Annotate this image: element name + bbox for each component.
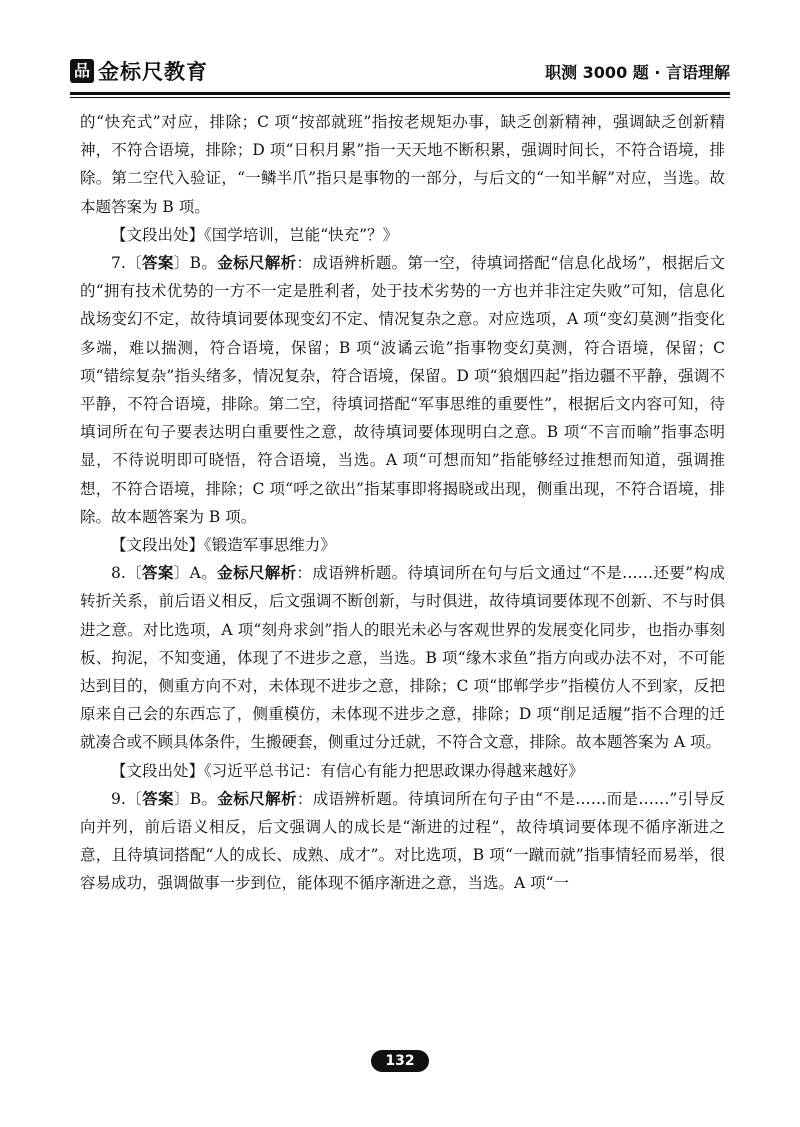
q8-number: 8.〔 <box>111 564 143 583</box>
source-q8: 【文段出处】《习近平总书记：有信心有能力把思政课办得越来越好》 <box>111 761 584 780</box>
logo-icon: 品 <box>70 59 94 83</box>
question-8 <box>80 559 725 756</box>
q9-analysis-label: 金标尺解析 <box>217 789 297 808</box>
book-title: 职测 3000 题 · 言语理解 <box>545 63 730 82</box>
brand-logo <box>70 56 208 86</box>
q9-answer: 〕B。 <box>173 789 218 808</box>
q9-answer-label: 答案 <box>142 789 174 808</box>
page-number: 132 <box>371 1050 429 1072</box>
page-header <box>70 50 730 90</box>
q9-number: 9.〔 <box>111 789 143 808</box>
q9-analysis: ：成语辨析题。待填词所在句子由“不是……而是……”引导反向并列，前后语义相反，后文强调人的成长是“渐进的过程”，故待填词要体现不循序渐进之意，且待填词搭配“人的成长、成熟、成才”。对比选项，B 项“一蹴而就”指事情轻而易举，很容易成功，强调做事一步到位，能体现不循序渐进之意，当选。A 项“一 <box>80 789 725 893</box>
source-q6: 【文段出处】《国学培训，岂能“快充”？》 <box>111 225 399 244</box>
q7-analysis-label: 金标尺解析 <box>217 254 297 273</box>
header-rule <box>70 92 730 95</box>
q8-answer-label: 答案 <box>142 564 174 583</box>
q7-answer: 〕B。 <box>173 254 218 273</box>
q7-answer-label: 答案 <box>142 254 174 273</box>
q8-analysis-label: 金标尺解析 <box>217 564 297 583</box>
header-rule-thin <box>70 97 730 98</box>
q8-answer: 〕A。 <box>173 564 218 583</box>
source-q7: 【文段出处】《锻造军事思维力》 <box>111 536 336 555</box>
question-9 <box>80 785 725 898</box>
q8-analysis: ：成语辨析题。待填词所在句与后文通过“不是……还要”构成转折关系，前后语义相反，后文强调不断创新，与时俱进，故待填词要体现不创新、不与时俱进之意。对比选项，A 项“刻舟求剑”指人的眼光未必与客观世界的发展变化同步，也指办事刻板、拘泥，不知变通，体现了不进步之意，当选。B 项“缘木求鱼”指方向或办法不对，不可能达到目的，侧重方向不对，未体现不进步之意，排除；C 项“邯郸学步”指模仿人不到家，反把原来自己会的东西忘了，侧重模仿，未体现不进步之意，排除；D 项“削足适履”指不合理的迁就凑合或不顾具体条件，生搬硬套，侧重过分迁就，不符合文意，排除。故本题答案为 A 项。 <box>80 564 725 752</box>
q7-analysis: ：成语辨析题。第一空，待填词搭配“信息化战场”，根据后文的“拥有技术优势的一方不一定是胜利者，处于技术劣势的一方也并非注定失败”可知，信息化战场变幻不定，故待填词要体现变幻不定、情况复杂之意。对应选项，A 项“变幻莫测”指变化多端，难以揣测，符合语境，保留；B 项“波谲云诡”指事物变幻莫测，符合语境，保留；C 项“错综复杂”指头绪多，情况复杂，符合语境，保留。D 项“狼烟四起”指边疆不平静，强调不平静，不符合语境，排除。第二空，待填词搭配“军事思维的重要性”，根据后文内容可知，待填词所在句子要表达明白重要性之意，故待填词要体现明白之意。B 项“不言而喻”指事态明显，不待说明即可晓悟，符合语境，当选。A 项“可想而知”指能够经过推想而知道，强调推想，不符合语境，排除；C 项“呼之欲出”指某事即将揭晓或出现，侧重出现，不符合语境，排除。故本题答案为 B 项。 <box>80 254 725 526</box>
paragraph-continued: 的“快充式”对应，排除；C 项“按部就班”指按老规矩办事，缺乏创新精神，强调缺乏创新精神，不符合语境，排除；D 项“日积月累”指一天天地不断积累，强调时间长，不符合语境，排除。第二空代入验证，“一鳞半爪”指只是事物的一部分，与后文的“一知半解”对应，当选。故本题答案为 B 项。 <box>80 113 725 216</box>
question-7 <box>80 249 725 531</box>
logo-text: 金标尺教育 <box>98 60 208 84</box>
page-content <box>80 108 725 898</box>
q7-number: 7.〔 <box>111 254 143 273</box>
